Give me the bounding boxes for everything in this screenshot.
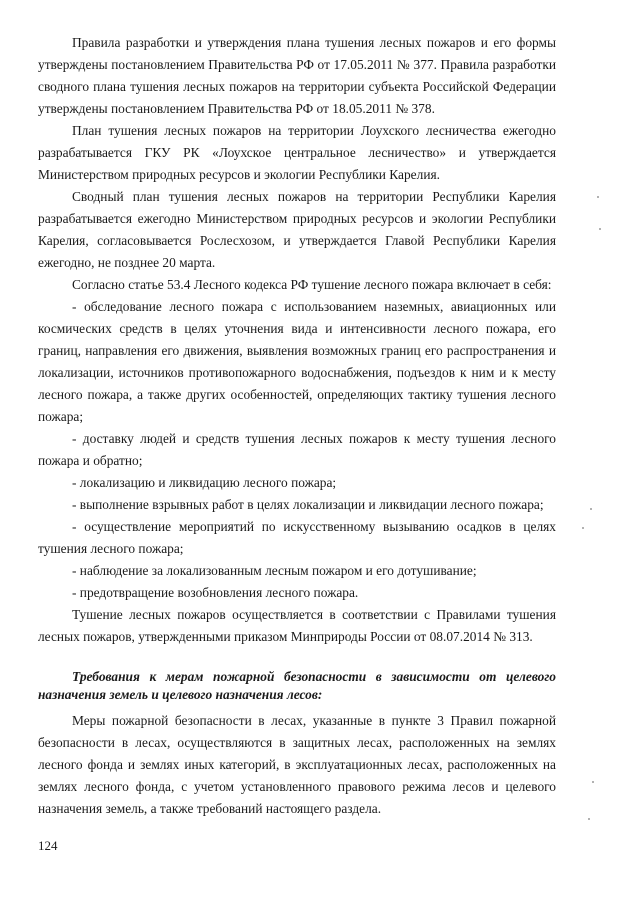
document-body bbox=[38, 32, 556, 820]
list-item-inspection: - обследование лесного пожара с использованием наземных, авиационных или космических средств в целях уточнения вида и интенсивности лесного пожара, его границ, направления его движения, выявления возможных границ его распространения и локализации, источников противопожарного водоснабжения, подъездов к ним и к месту лесного пожара, а также других особенностей, определяющих тактику тушения лесного пожара; bbox=[38, 299, 556, 424]
scan-speck bbox=[582, 527, 584, 529]
page-number: 124 bbox=[38, 838, 58, 853]
scan-speck bbox=[592, 781, 594, 783]
section-heading: Требования к мерам пожарной безопасности в зависимости от целевого назначения земель и целевого назначения лесов: bbox=[38, 669, 556, 702]
list-item-observation: - наблюдение за локализованным лесным пожаром и его дотушивание; bbox=[72, 563, 477, 578]
list-item-precipitation: - осуществление мероприятий по искусственному вызыванию осадков в целях тушения лесного пожара; bbox=[38, 519, 556, 556]
paragraph-consolidated-plan: Сводный план тушения лесных пожаров на территории Республики Карелия разрабатывается ежегодно Министерством природных ресурсов и экологии Республики Карелия, согласовывается Рослесхозом, и утверждается Главой Республики Карелия ежегодно, не позднее 20 марта. bbox=[38, 189, 556, 270]
scan-speck bbox=[590, 508, 592, 510]
paragraph-plan-rules: Правила разработки и утверждения плана тушения лесных пожаров и его формы утверждены постановлением Правительства РФ от 17.05.2011 № 377. Правила разработки сводного плана тушения лесных пожаров на территории субъекта Российской Федерации утверждены постановлением Правительства РФ от 18.05.2011 № 378. bbox=[38, 35, 556, 116]
list-item-blasting: - выполнение взрывных работ в целях локализации и ликвидации лесного пожара; bbox=[72, 497, 544, 512]
scan-speck bbox=[597, 196, 599, 198]
scan-speck bbox=[599, 228, 601, 230]
paragraph-firefighting-rules: Тушение лесных пожаров осуществляется в соответствии с Правилами тушения лесных пожаров, утвержденными приказом Минприроды России от 08.07.2014 № 313. bbox=[38, 607, 556, 644]
list-item-delivery: - доставку людей и средств тушения лесных пожаров к месту тушения лесного пожара и обратно; bbox=[38, 431, 556, 468]
paragraph-fire-safety-measures: Меры пожарной безопасности в лесах, указанные в пункте 3 Правил пожарной безопасности в лесах, осуществляются в защитных лесах, расположенных на землях лесного фонда и землях иных категорий, в эксплуатационных лесах, расположенных на землях лесного фонда, с учетом установленного правового режима лесов и целевого назначения земель, а также требований настоящего раздела. bbox=[38, 713, 556, 816]
list-item-localization: - локализацию и ликвидацию лесного пожара; bbox=[72, 475, 337, 490]
scan-speck bbox=[588, 818, 590, 820]
paragraph-article-53-4: Согласно статье 53.4 Лесного кодекса РФ тушение лесного пожара включает в себя: bbox=[72, 277, 552, 292]
list-item-prevention: - предотвращение возобновления лесного пожара. bbox=[72, 585, 359, 600]
paragraph-loukhskoe-plan: План тушения лесных пожаров на территории Лоухского лесничества ежегодно разрабатывается ГКУ РК «Лоухское центральное лесничество» и утверждается Министерством природных ресурсов и экологии Республики Карелия. bbox=[38, 123, 556, 182]
